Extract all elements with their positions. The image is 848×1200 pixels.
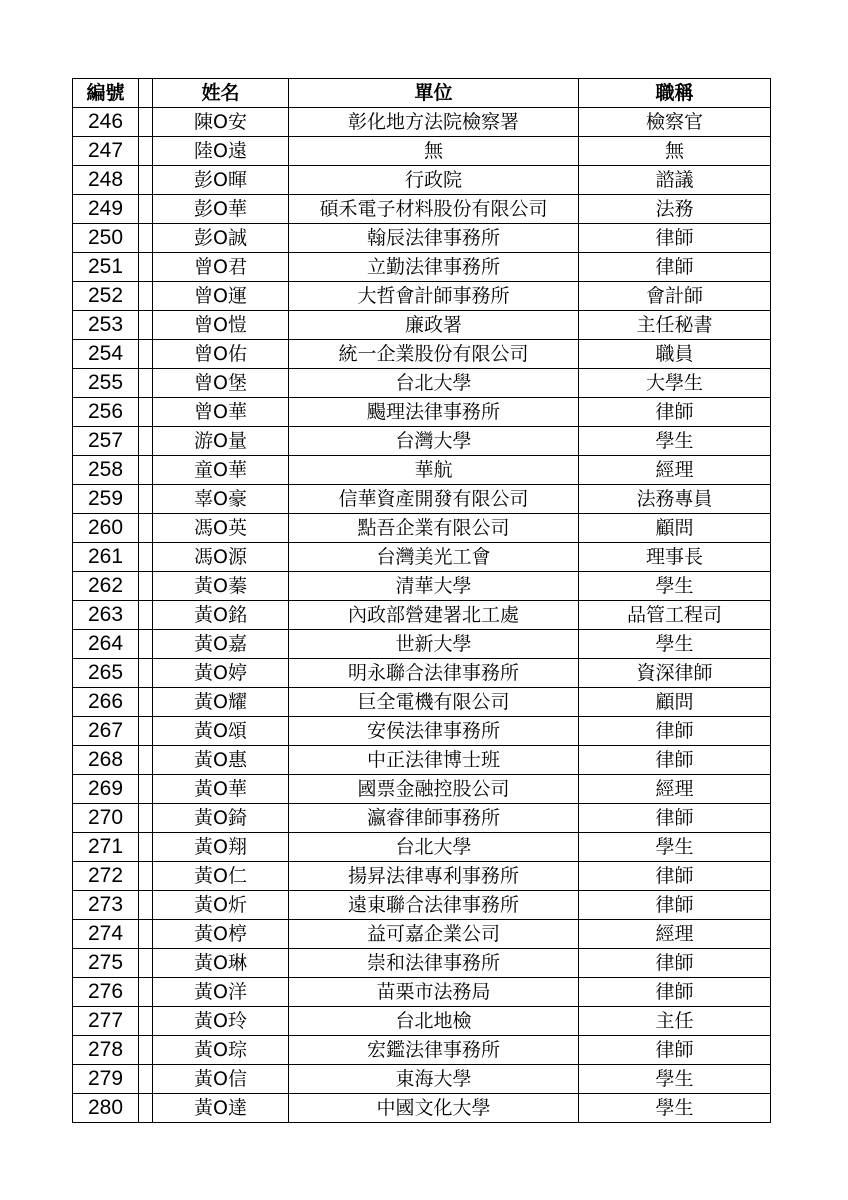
roster-table xyxy=(72,78,771,1123)
cell-spacer xyxy=(139,137,153,166)
cell-name: 黃O炘 xyxy=(153,891,289,920)
cell-spacer xyxy=(139,659,153,688)
cell-title: 法務專員 xyxy=(579,485,771,514)
table-row xyxy=(73,456,771,485)
cell-name: 黃O琳 xyxy=(153,949,289,978)
table-row xyxy=(73,282,771,311)
cell-number: 269 xyxy=(73,775,139,804)
cell-name: 黃O信 xyxy=(153,1065,289,1094)
table-row xyxy=(73,340,771,369)
table-row xyxy=(73,746,771,775)
cell-name: 黃O嘉 xyxy=(153,630,289,659)
cell-title: 學生 xyxy=(579,833,771,862)
table-row xyxy=(73,920,771,949)
cell-number: 270 xyxy=(73,804,139,833)
cell-spacer xyxy=(139,369,153,398)
cell-spacer xyxy=(139,456,153,485)
table-row xyxy=(73,833,771,862)
cell-unit: 東海大學 xyxy=(289,1065,579,1094)
cell-unit: 國票金融控股公司 xyxy=(289,775,579,804)
cell-name: 黃O惠 xyxy=(153,746,289,775)
cell-spacer xyxy=(139,253,153,282)
table-row xyxy=(73,543,771,572)
cell-unit: 彰化地方法院檢察署 xyxy=(289,108,579,137)
cell-unit: 明永聯合法律事務所 xyxy=(289,659,579,688)
cell-number: 256 xyxy=(73,398,139,427)
cell-unit: 宏鑑法律事務所 xyxy=(289,1036,579,1065)
cell-number: 277 xyxy=(73,1007,139,1036)
cell-name: 陳O安 xyxy=(153,108,289,137)
cell-number: 275 xyxy=(73,949,139,978)
cell-spacer xyxy=(139,340,153,369)
cell-unit: 無 xyxy=(289,137,579,166)
cell-title: 律師 xyxy=(579,746,771,775)
cell-number: 252 xyxy=(73,282,139,311)
cell-number: 276 xyxy=(73,978,139,1007)
cell-number: 247 xyxy=(73,137,139,166)
cell-title: 經理 xyxy=(579,775,771,804)
cell-title: 學生 xyxy=(579,572,771,601)
cell-number: 246 xyxy=(73,108,139,137)
cell-unit: 台灣大學 xyxy=(289,427,579,456)
cell-unit: 清華大學 xyxy=(289,572,579,601)
cell-name: 游O量 xyxy=(153,427,289,456)
cell-number: 266 xyxy=(73,688,139,717)
cell-title: 經理 xyxy=(579,456,771,485)
cell-number: 249 xyxy=(73,195,139,224)
cell-spacer xyxy=(139,688,153,717)
cell-title: 律師 xyxy=(579,978,771,1007)
table-row xyxy=(73,108,771,137)
table-row xyxy=(73,688,771,717)
table-row xyxy=(73,1065,771,1094)
cell-name: 黃O耀 xyxy=(153,688,289,717)
cell-name: 黃O玲 xyxy=(153,1007,289,1036)
header-unit: 單位 xyxy=(289,79,579,108)
table-row xyxy=(73,514,771,543)
cell-number: 250 xyxy=(73,224,139,253)
cell-spacer xyxy=(139,746,153,775)
cell-unit: 台北地檢 xyxy=(289,1007,579,1036)
cell-unit: 巨全電機有限公司 xyxy=(289,688,579,717)
cell-spacer xyxy=(139,978,153,1007)
cell-spacer xyxy=(139,1094,153,1123)
cell-number: 262 xyxy=(73,572,139,601)
cell-name: 黃O銘 xyxy=(153,601,289,630)
cell-number: 272 xyxy=(73,862,139,891)
table-row xyxy=(73,862,771,891)
cell-unit: 台北大學 xyxy=(289,369,579,398)
cell-number: 279 xyxy=(73,1065,139,1094)
table-row xyxy=(73,601,771,630)
cell-title: 律師 xyxy=(579,224,771,253)
cell-spacer xyxy=(139,630,153,659)
table-row xyxy=(73,1094,771,1123)
table-row xyxy=(73,572,771,601)
cell-name: 彭O華 xyxy=(153,195,289,224)
cell-name: 陸O遠 xyxy=(153,137,289,166)
cell-title: 學生 xyxy=(579,427,771,456)
cell-unit: 信華資產開發有限公司 xyxy=(289,485,579,514)
table-row xyxy=(73,137,771,166)
cell-title: 顧問 xyxy=(579,688,771,717)
cell-name: 黃O翔 xyxy=(153,833,289,862)
header-number: 編號 xyxy=(73,79,139,108)
table-row xyxy=(73,1036,771,1065)
cell-name: 黃O錡 xyxy=(153,804,289,833)
cell-title: 主任秘書 xyxy=(579,311,771,340)
cell-number: 259 xyxy=(73,485,139,514)
cell-unit: 翰辰法律事務所 xyxy=(289,224,579,253)
cell-title: 律師 xyxy=(579,253,771,282)
cell-title: 職員 xyxy=(579,340,771,369)
cell-name: 童O華 xyxy=(153,456,289,485)
table-row xyxy=(73,804,771,833)
cell-unit: 碩禾電子材料股份有限公司 xyxy=(289,195,579,224)
cell-unit: 遠東聯合法律事務所 xyxy=(289,891,579,920)
cell-title: 學生 xyxy=(579,1065,771,1094)
cell-title: 檢察官 xyxy=(579,108,771,137)
cell-unit: 點吾企業有限公司 xyxy=(289,514,579,543)
cell-number: 258 xyxy=(73,456,139,485)
cell-title: 品管工程司 xyxy=(579,601,771,630)
cell-spacer xyxy=(139,862,153,891)
cell-title: 律師 xyxy=(579,862,771,891)
cell-name: 彭O誠 xyxy=(153,224,289,253)
cell-number: 253 xyxy=(73,311,139,340)
cell-spacer xyxy=(139,427,153,456)
cell-title: 大學生 xyxy=(579,369,771,398)
cell-title: 學生 xyxy=(579,1094,771,1123)
cell-spacer xyxy=(139,572,153,601)
header-spacer xyxy=(139,79,153,108)
table-row xyxy=(73,369,771,398)
cell-number: 280 xyxy=(73,1094,139,1123)
cell-spacer xyxy=(139,949,153,978)
cell-unit: 大哲會計師事務所 xyxy=(289,282,579,311)
cell-spacer xyxy=(139,485,153,514)
cell-title: 顧問 xyxy=(579,514,771,543)
cell-name: 黃O頌 xyxy=(153,717,289,746)
cell-number: 263 xyxy=(73,601,139,630)
cell-unit: 颺理法律事務所 xyxy=(289,398,579,427)
cell-number: 251 xyxy=(73,253,139,282)
cell-name: 馮O源 xyxy=(153,543,289,572)
cell-title: 律師 xyxy=(579,1036,771,1065)
cell-name: 黃O華 xyxy=(153,775,289,804)
cell-spacer xyxy=(139,1065,153,1094)
table-header-row xyxy=(73,79,771,108)
cell-number: 268 xyxy=(73,746,139,775)
table-row xyxy=(73,1007,771,1036)
cell-title: 會計師 xyxy=(579,282,771,311)
cell-unit: 華航 xyxy=(289,456,579,485)
cell-spacer xyxy=(139,311,153,340)
header-title: 職稱 xyxy=(579,79,771,108)
cell-unit: 中國文化大學 xyxy=(289,1094,579,1123)
cell-name: 黃O洋 xyxy=(153,978,289,1007)
cell-name: 黃O婷 xyxy=(153,659,289,688)
cell-title: 學生 xyxy=(579,630,771,659)
cell-unit: 崇和法律事務所 xyxy=(289,949,579,978)
cell-spacer xyxy=(139,804,153,833)
cell-spacer xyxy=(139,717,153,746)
cell-spacer xyxy=(139,224,153,253)
cell-name: 黃O達 xyxy=(153,1094,289,1123)
cell-spacer xyxy=(139,1007,153,1036)
cell-unit: 世新大學 xyxy=(289,630,579,659)
cell-name: 曾O愷 xyxy=(153,311,289,340)
cell-name: 曾O佑 xyxy=(153,340,289,369)
cell-number: 264 xyxy=(73,630,139,659)
cell-spacer xyxy=(139,1036,153,1065)
cell-title: 法務 xyxy=(579,195,771,224)
cell-title: 律師 xyxy=(579,717,771,746)
cell-number: 248 xyxy=(73,166,139,195)
cell-name: 黃O琮 xyxy=(153,1036,289,1065)
cell-unit: 安侯法律事務所 xyxy=(289,717,579,746)
cell-name: 黃O蓁 xyxy=(153,572,289,601)
cell-title: 律師 xyxy=(579,804,771,833)
cell-name: 曾O運 xyxy=(153,282,289,311)
cell-name: 曾O君 xyxy=(153,253,289,282)
table-row xyxy=(73,891,771,920)
cell-spacer xyxy=(139,920,153,949)
cell-number: 267 xyxy=(73,717,139,746)
cell-name: 馮O英 xyxy=(153,514,289,543)
cell-title: 律師 xyxy=(579,398,771,427)
cell-number: 260 xyxy=(73,514,139,543)
cell-name: 黃O仁 xyxy=(153,862,289,891)
cell-spacer xyxy=(139,514,153,543)
cell-title: 無 xyxy=(579,137,771,166)
cell-spacer xyxy=(139,166,153,195)
cell-unit: 苗栗市法務局 xyxy=(289,978,579,1007)
cell-unit: 台北大學 xyxy=(289,833,579,862)
cell-spacer xyxy=(139,543,153,572)
cell-spacer xyxy=(139,601,153,630)
cell-spacer xyxy=(139,195,153,224)
table-row xyxy=(73,775,771,804)
cell-number: 271 xyxy=(73,833,139,862)
table-row xyxy=(73,949,771,978)
table-row xyxy=(73,659,771,688)
table-row xyxy=(73,398,771,427)
cell-name: 曾O華 xyxy=(153,398,289,427)
cell-unit: 立勤法律事務所 xyxy=(289,253,579,282)
cell-number: 274 xyxy=(73,920,139,949)
cell-unit: 揚昇法律專利事務所 xyxy=(289,862,579,891)
cell-number: 273 xyxy=(73,891,139,920)
cell-title: 經理 xyxy=(579,920,771,949)
cell-title: 律師 xyxy=(579,949,771,978)
table-row xyxy=(73,253,771,282)
table-row xyxy=(73,311,771,340)
table-row xyxy=(73,195,771,224)
cell-title: 主任 xyxy=(579,1007,771,1036)
cell-unit: 廉政署 xyxy=(289,311,579,340)
cell-title: 律師 xyxy=(579,891,771,920)
table-row xyxy=(73,166,771,195)
cell-spacer xyxy=(139,833,153,862)
cell-number: 278 xyxy=(73,1036,139,1065)
cell-spacer xyxy=(139,775,153,804)
cell-name: 黃O楟 xyxy=(153,920,289,949)
table-row xyxy=(73,224,771,253)
cell-spacer xyxy=(139,891,153,920)
cell-unit: 台灣美光工會 xyxy=(289,543,579,572)
header-name: 姓名 xyxy=(153,79,289,108)
table-row xyxy=(73,485,771,514)
cell-unit: 行政院 xyxy=(289,166,579,195)
cell-name: 曾O堡 xyxy=(153,369,289,398)
cell-unit: 內政部營建署北工處 xyxy=(289,601,579,630)
cell-unit: 瀛睿律師事務所 xyxy=(289,804,579,833)
cell-number: 255 xyxy=(73,369,139,398)
cell-title: 理事長 xyxy=(579,543,771,572)
table-row xyxy=(73,630,771,659)
cell-title: 資深律師 xyxy=(579,659,771,688)
cell-number: 265 xyxy=(73,659,139,688)
cell-spacer xyxy=(139,108,153,137)
table-row xyxy=(73,717,771,746)
cell-unit: 中正法律博士班 xyxy=(289,746,579,775)
cell-unit: 統一企業股份有限公司 xyxy=(289,340,579,369)
cell-spacer xyxy=(139,398,153,427)
cell-spacer xyxy=(139,282,153,311)
cell-title: 諮議 xyxy=(579,166,771,195)
cell-number: 261 xyxy=(73,543,139,572)
cell-name: 辜O豪 xyxy=(153,485,289,514)
table-row xyxy=(73,427,771,456)
table-row xyxy=(73,978,771,1007)
cell-number: 257 xyxy=(73,427,139,456)
cell-number: 254 xyxy=(73,340,139,369)
cell-unit: 益可嘉企業公司 xyxy=(289,920,579,949)
table-body xyxy=(73,108,771,1123)
cell-name: 彭O暉 xyxy=(153,166,289,195)
